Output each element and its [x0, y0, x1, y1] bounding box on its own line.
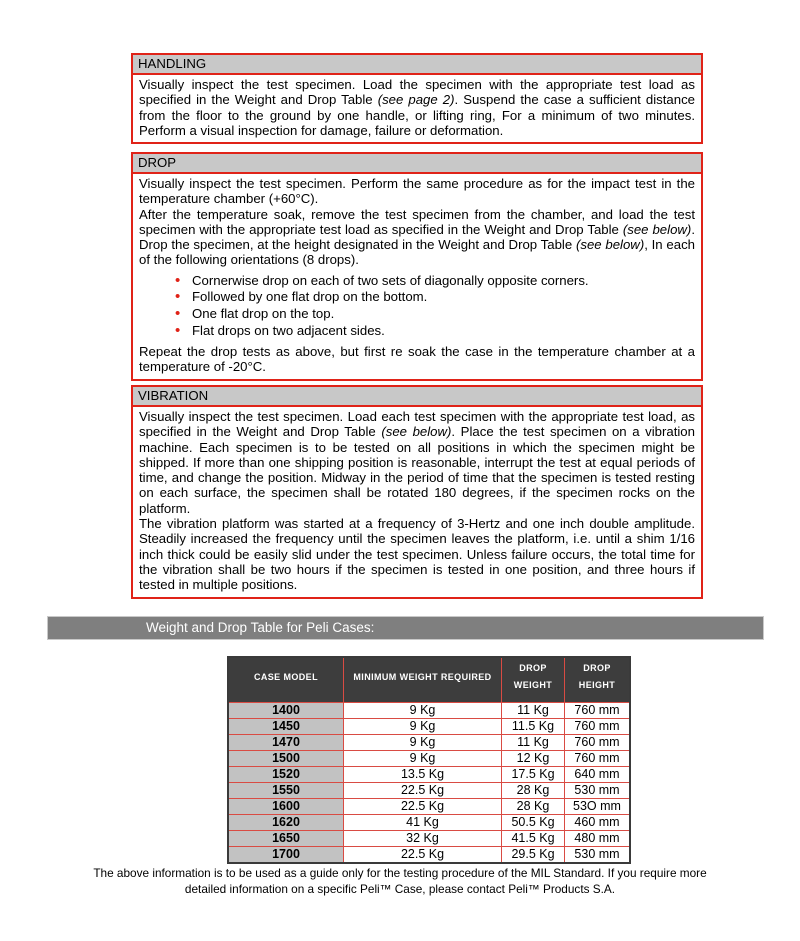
section-header-handling: HANDLING — [131, 53, 703, 75]
cell-drop-weight: 11 Kg — [502, 735, 565, 751]
drop-paragraph-1: Visually inspect the test specimen. Perform the same procedure as for the impact test in the temperature chamber (+60°C). — [139, 176, 695, 207]
cell-case-model: 1470 — [228, 735, 344, 751]
cell-drop-height: 530 mm — [565, 783, 631, 799]
cell-drop-weight: 50.5 Kg — [502, 815, 565, 831]
table-row — [228, 767, 630, 783]
cell-drop-weight: 28 Kg — [502, 799, 565, 815]
drop-text-italic: (see below) — [622, 221, 692, 237]
cell-minimum-weight: 41 Kg — [344, 815, 502, 831]
cell-minimum-weight: 13.5 Kg — [344, 767, 502, 783]
cell-case-model: 1700 — [228, 847, 344, 864]
drop-paragraph-2 — [139, 207, 695, 268]
drop-text: . Drop the specimen, at the height designated in the Weight and Drop Table — [139, 221, 695, 253]
table-row — [228, 703, 630, 719]
cell-case-model: 1550 — [228, 783, 344, 799]
drop-paragraph-3: Repeat the drop tests as above, but first re soak the case in the temperature chamber at a temperature of -20°C. — [139, 344, 695, 375]
handling-paragraph — [139, 77, 695, 138]
cell-drop-weight: 17.5 Kg — [502, 767, 565, 783]
table-row — [228, 783, 630, 799]
table-body — [228, 703, 630, 864]
cell-minimum-weight: 9 Kg — [344, 735, 502, 751]
cell-case-model: 1450 — [228, 719, 344, 735]
column-header-minimum-weight: MINIMUM WEIGHT REQUIRED — [344, 657, 502, 703]
drop-bullet-list — [139, 273, 695, 339]
cell-case-model: 1520 — [228, 767, 344, 783]
vibration-text: Visually inspect the test specimen. Load each test specimen with the appropriate test load, as specified in the Weight and Drop Table — [139, 409, 695, 440]
cell-drop-height: 53O mm — [565, 799, 631, 815]
cell-case-model: 1620 — [228, 815, 344, 831]
cell-drop-height: 640 mm — [565, 767, 631, 783]
drop-text: , In each of the following orientations (8 drops). — [139, 237, 695, 268]
cell-drop-weight: 11.5 Kg — [502, 719, 565, 735]
cell-minimum-weight: 22.5 Kg — [344, 799, 502, 815]
drop-bullet-item: • Flat drops on two adjacent sides. — [173, 323, 695, 340]
section-body-drop — [131, 172, 703, 381]
section-body-handling — [131, 73, 703, 144]
table-header-row — [228, 657, 630, 703]
handling-text: Visually inspect the test specimen. Load the specimen with the appropriate test load as specified in the Weight and Drop Table — [139, 77, 695, 108]
cell-minimum-weight: 22.5 Kg — [344, 847, 502, 864]
table-row — [228, 831, 630, 847]
column-header-drop-height: DROP HEIGHT — [565, 657, 631, 703]
cell-drop-weight: 29.5 Kg — [502, 847, 565, 864]
drop-bullet-item: • Followed by one flat drop on the bottom. — [173, 289, 695, 306]
table-row — [228, 735, 630, 751]
column-header-case-model: CASE MODEL — [228, 657, 344, 703]
vibration-paragraph-1 — [139, 409, 695, 516]
table-row — [228, 751, 630, 767]
table-row — [228, 847, 630, 864]
section-header-vibration: VIBRATION — [131, 385, 703, 407]
handling-text-italic: (see page 2) — [377, 92, 455, 108]
drop-bullet-item: • One flat drop on the top. — [173, 306, 695, 323]
section-handling — [131, 53, 703, 144]
cell-drop-height: 760 mm — [565, 735, 631, 751]
cell-drop-height: 460 mm — [565, 815, 631, 831]
vibration-paragraph-2: The vibration platform was started at a frequency of 3-Hertz and one inch double amplitude. Steadily increased the frequency until the specimen leaves the platform, i.e. until a shim 1/16 inch thick could be easily slid under the test specimen. Unless failure occurs, the total time for the vibration shall be two hours if the specimen is tested in one position, and three hours if tested in multiple positions. — [139, 516, 695, 593]
cell-drop-height: 530 mm — [565, 847, 631, 864]
footer-note — [0, 866, 800, 897]
weight-drop-table — [227, 656, 631, 864]
vibration-text-italic: (see below) — [381, 424, 452, 440]
cell-drop-height: 760 mm — [565, 751, 631, 767]
drop-text-italic: (see below) — [575, 237, 645, 253]
column-header-drop-weight: DROP WEIGHT — [502, 657, 565, 703]
cell-drop-weight: 12 Kg — [502, 751, 565, 767]
section-vibration — [131, 385, 703, 599]
section-body-vibration — [131, 405, 703, 599]
table-row — [228, 815, 630, 831]
section-header-drop: DROP — [131, 152, 703, 174]
cell-drop-weight: 41.5 Kg — [502, 831, 565, 847]
cell-drop-height: 760 mm — [565, 719, 631, 735]
drop-bullet-item: • Cornerwise drop on each of two sets of diagonally opposite corners. — [173, 273, 695, 290]
footer-line-2: detailed information on a specific Peli™ Case, please contact Peli™ Products S.A. — [184, 881, 616, 896]
handling-text: . Suspend the case a sufficient distance from the floor to the ground by one handle, or lifting ring, For a minimum of two minutes. Perform a visual inspection for damage, failure or deformation. — [139, 92, 695, 138]
cell-minimum-weight: 9 Kg — [344, 751, 502, 767]
cell-minimum-weight: 22.5 Kg — [344, 783, 502, 799]
cell-case-model: 1400 — [228, 703, 344, 719]
footer-line-1: The above information is to be used as a guide only for the testing procedure of the MIL Standard. If you require more — [93, 866, 707, 880]
cell-drop-height: 480 mm — [565, 831, 631, 847]
section-drop — [131, 152, 703, 381]
cell-drop-height: 760 mm — [565, 703, 631, 719]
cell-drop-weight: 28 Kg — [502, 783, 565, 799]
cell-case-model: 1600 — [228, 799, 344, 815]
cell-minimum-weight: 9 Kg — [344, 703, 502, 719]
drop-text: After the temperature soak, remove the test specimen from the chamber, and load the test specimen with the appropriate test load as specified in the Weight and Drop Table — [139, 206, 695, 237]
cell-minimum-weight: 9 Kg — [344, 719, 502, 735]
cell-minimum-weight: 32 Kg — [344, 831, 502, 847]
cell-case-model: 1500 — [228, 751, 344, 767]
table-row — [228, 799, 630, 815]
weight-drop-banner: Weight and Drop Table for Peli Cases: — [47, 616, 764, 640]
vibration-text: . Place the test specimen on a vibration machine. Each specimen is to be tested on all positions in which the specimen might be shipped. If more than one shipping position is reasonable, interrupt the test at equal periods of time, and change the position. Midway in the period of time that the specimen is tested resting on each surface, the specimen shall be rotated 180 degrees, if the specimen rocks on the platform. — [139, 424, 695, 516]
cell-case-model: 1650 — [228, 831, 344, 847]
cell-drop-weight: 11 Kg — [502, 703, 565, 719]
table-row — [228, 719, 630, 735]
